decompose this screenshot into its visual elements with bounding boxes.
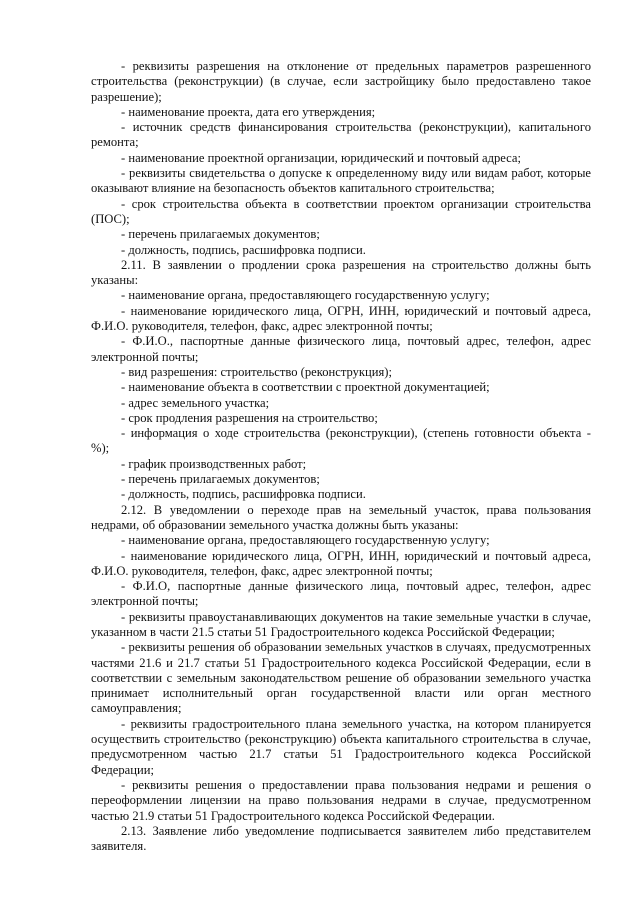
- paragraph-7: - перечень прилагаемых документов;: [121, 227, 320, 242]
- paragraph-18: - график производственных работ;: [121, 456, 307, 471]
- paragraph-1: - реквизиты разрешения на отклонение от предельных параметров разрешенного строительства (реконструкции) (в случае, если застройщику было предоставлено такое разрешение);: [91, 59, 591, 104]
- paragraph-13: - вид разрешения: строительство (реконструкция);: [121, 364, 392, 379]
- paragraph-4: - наименование проектной организации, юридический и почтовый адреса;: [121, 150, 522, 165]
- paragraph-12: - Ф.И.О., паспортные данные физического лица, почтовый адрес, телефон, адрес электронной почты;: [91, 334, 591, 364]
- paragraph-26: - реквизиты решения об образовании земельных участков в случаях, предусмотренных частями 21.6 и 21.7 статьи 51 Градостроительного кодекса Российской Федерации, если в соответствии с земельным законодательством решение об образовании земельного участка принимает исполнительный орган государственной власти или орган местного самоуправления;: [91, 640, 591, 716]
- paragraph-25: - реквизиты правоустанавливающих документов на такие земельные участки в случае, указанном в части 21.5 статьи 51 Градостроительного кодекса Российской Федерации;: [91, 609, 591, 639]
- paragraph-16: - срок продления разрешения на строительство;: [121, 410, 378, 425]
- paragraph-15: - адрес земельного участка;: [121, 395, 270, 410]
- paragraph-3: - источник средств финансирования строительства (реконструкции), капитального ремонта;: [91, 120, 591, 150]
- section-2-13: 2.13. Заявление либо уведомление подписывается заявителем либо представителем заявителя.: [91, 823, 591, 854]
- paragraph-23: - наименование юридического лица, ОГРН, ИНН, юридический и почтовый адреса, Ф.И.О. руководителя, телефон, факс, адрес электронной почты;: [91, 548, 591, 578]
- paragraph-24: - Ф.И.О, паспортные данные физического лица, почтовый адрес, телефон, адрес электронной почты;: [91, 579, 591, 609]
- paragraph-19: - перечень прилагаемых документов;: [121, 472, 320, 487]
- paragraph-17: - информация о ходе строительства (реконструкции), (степень готовности объекта - %);: [91, 426, 591, 456]
- paragraph-2: - наименование проекта, дата его утверждения;: [121, 104, 376, 119]
- section-2-12: 2.12. В уведомлении о переходе прав на земельный участок, права пользования недрами, об образовании земельного участка должны быть указаны:: [91, 502, 591, 532]
- paragraph-22: - наименование органа, предоставляющего государственную услугу;: [121, 533, 490, 548]
- paragraph-27: - реквизиты градостроительного плана земельного участка, на котором планируется осуществить строительство (реконструкцию) объекта капитального строительства в случае, предусмотренном частью 21.7 статьи 51 Градостроительного кодекса Российской Федерации;: [91, 716, 591, 777]
- document-page: [91, 59, 591, 854]
- paragraph-14: - наименование объекта в соответствии с проектной документацией;: [121, 380, 490, 395]
- paragraph-5: - реквизиты свидетельства о допуске к определенному виду или видам работ, которые оказывают влияние на безопасность объектов капитального строительства;: [91, 166, 591, 196]
- paragraph-11: - наименование юридического лица, ОГРН, ИНН, юридический и почтовый адреса, Ф.И.О. руководителя, телефон, факс, адрес электронной почты;: [91, 303, 591, 334]
- paragraph-28: - реквизиты решения о предоставлении права пользования недрами и решения о переоформлении лицензии на право пользования недрами в случае, предусмотренном частью 21.9 статьи 51 Градостроительного кодекса Российской Федерации.: [91, 777, 591, 823]
- paragraph-8: - должность, подпись, расшифровка подписи.: [121, 242, 366, 257]
- paragraph-20: - должность, подпись, расшифровка подписи.: [121, 487, 366, 502]
- section-2-11: 2.11. В заявлении о продлении срока разрешения на строительство должны быть указаны:: [91, 257, 591, 288]
- paragraph-6: - срок строительства объекта в соответствии проектом организации строительства (ПОС);: [91, 196, 591, 226]
- paragraph-10: - наименование органа, предоставляющего государственную услугу;: [121, 288, 490, 303]
